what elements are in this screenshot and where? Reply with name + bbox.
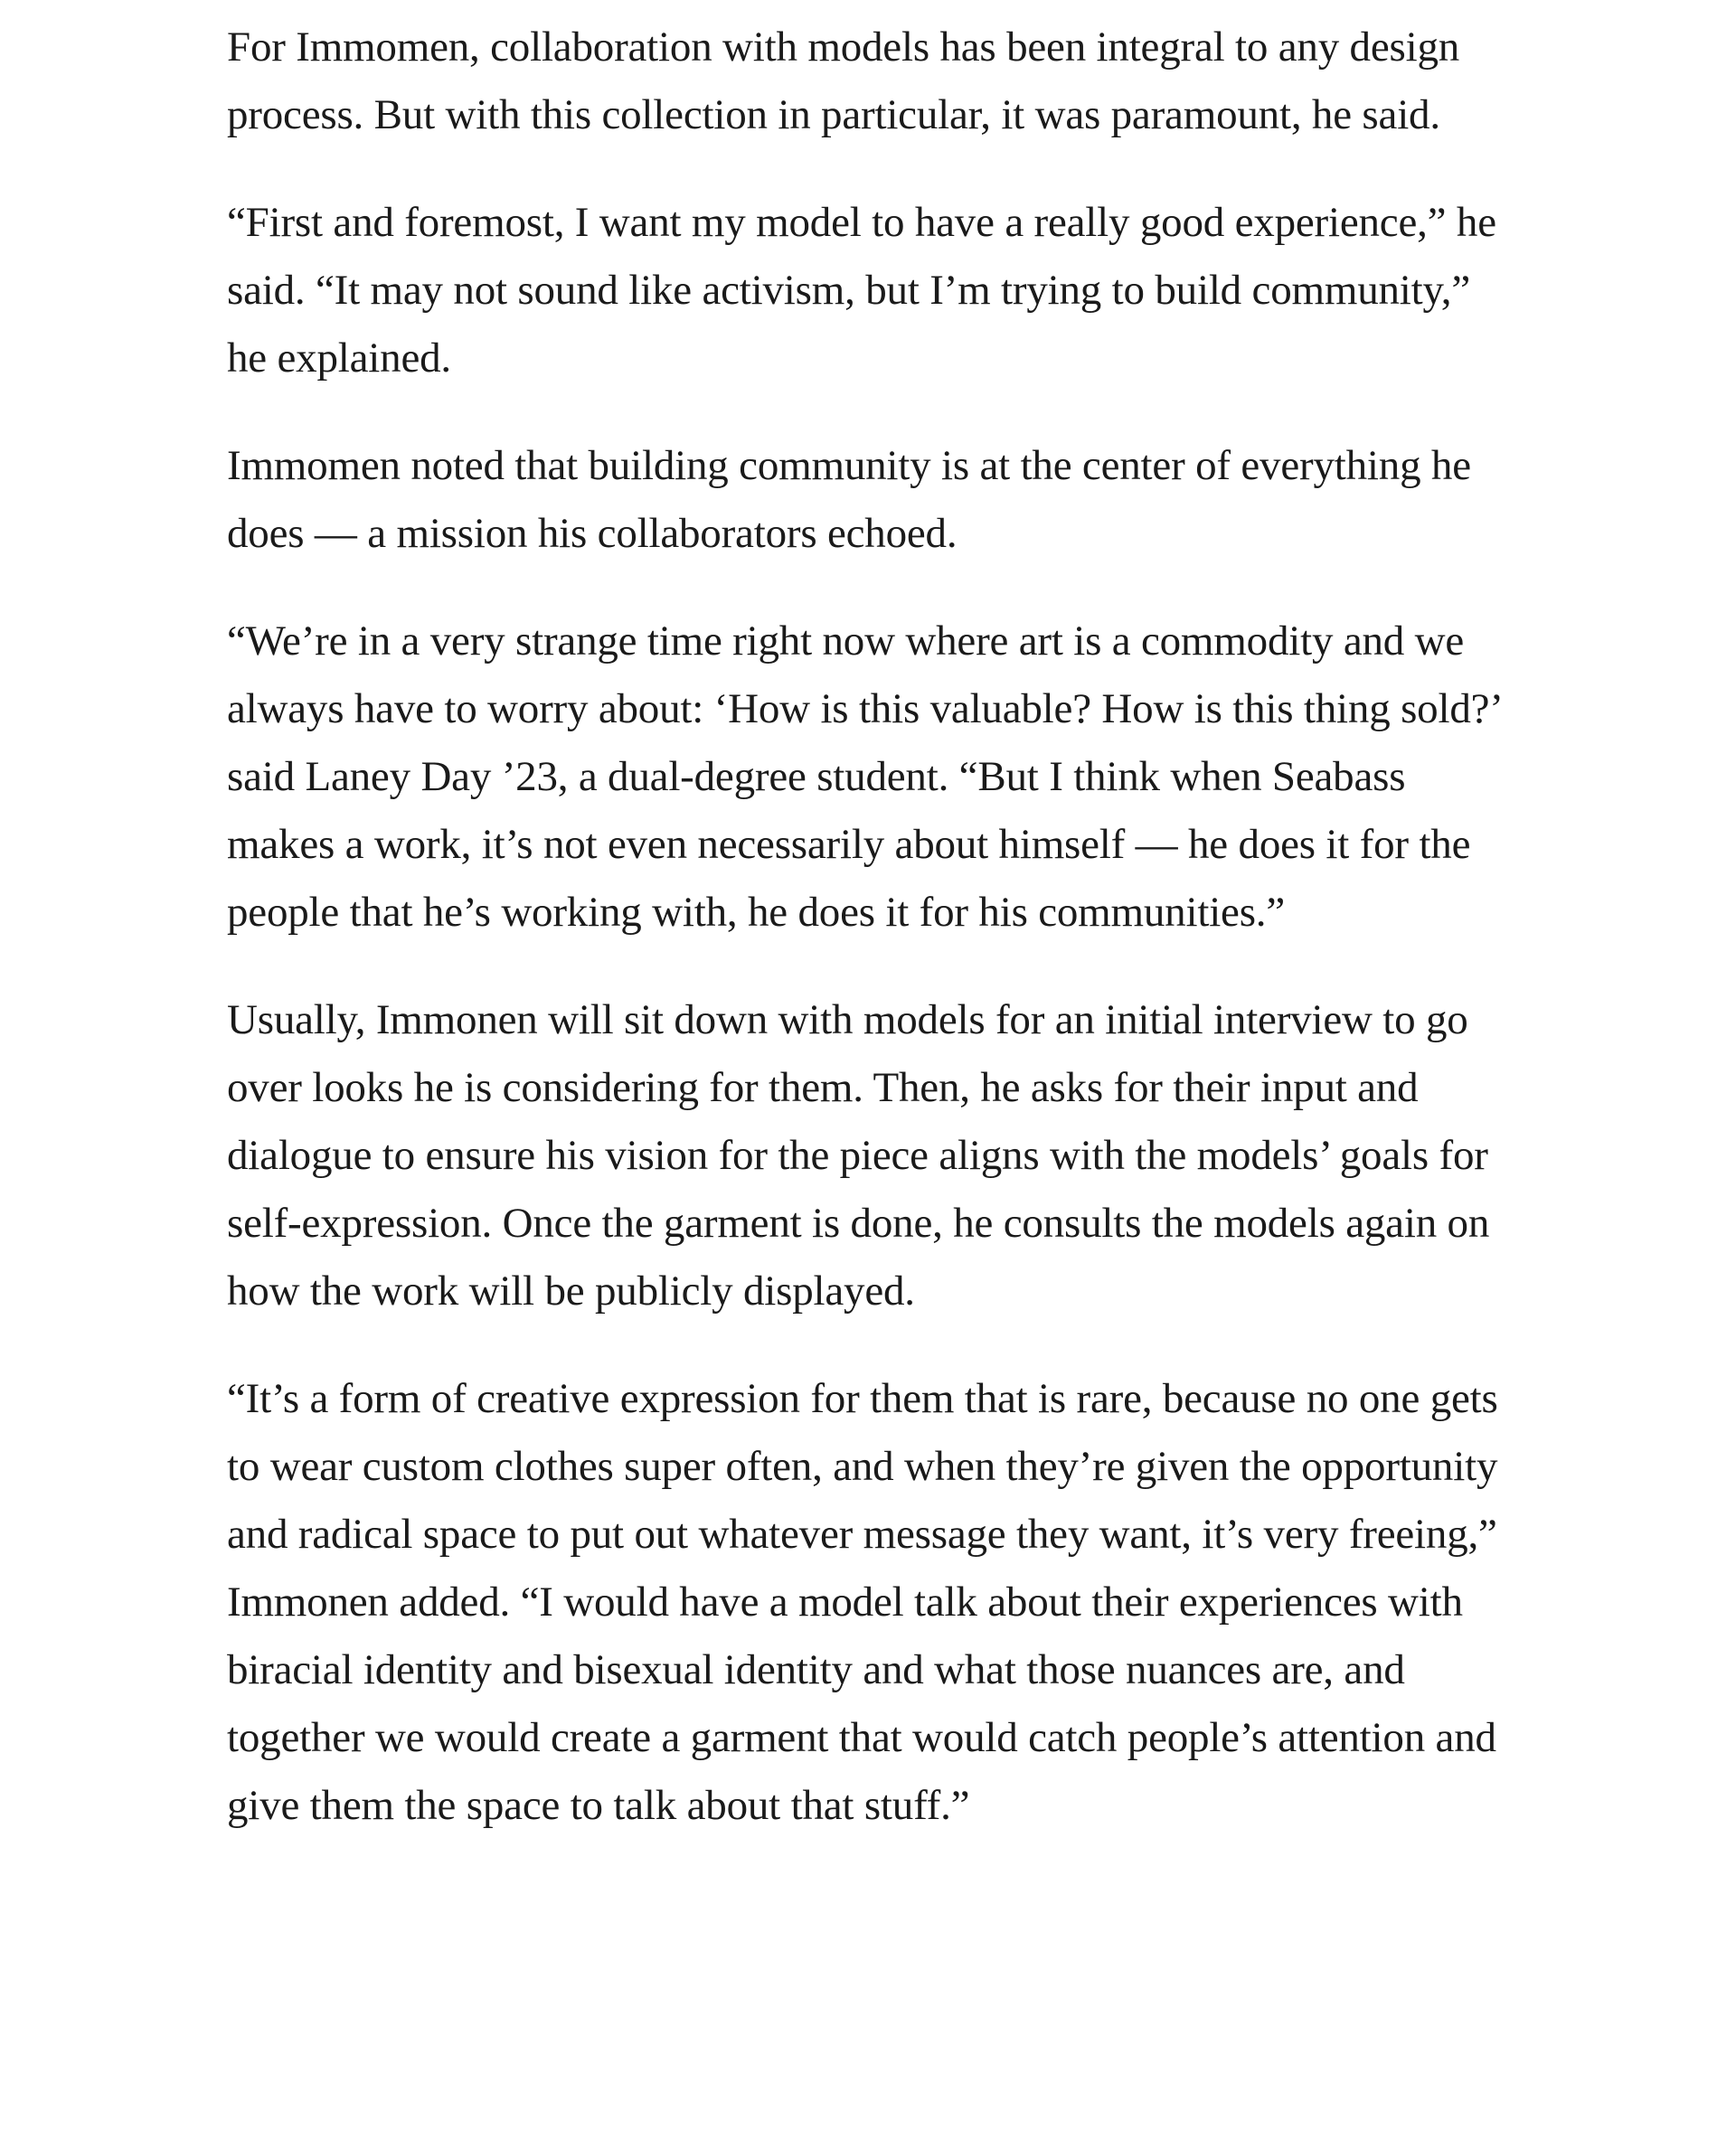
- article-body: [227, 14, 1511, 1880]
- article-paragraph: Usually, Immonen will sit down with models for an initial interview to go over looks he is considering for them. Then, he asks for their input and dialogue to ensure his vision for the piece aligns with the models’ goals for self-expression. Once the garment is done, he consults the models again on how the work will be publicly displayed.: [227, 996, 1490, 1315]
- article-paragraph: “We’re in a very strange time right now where art is a commodity and we always have to worry about: ‘How is this valuable? How is this thing sold?’ said Laney Day ’23, a dual-degree student. “But I think when Seabass makes a work, it’s not even necessarily about himself — he does it for the people that he’s working with, he does it for his communities.”: [227, 617, 1501, 936]
- article-paragraph: “It’s a form of creative expression for them that is rare, because no one gets to wear custom clothes super often, and when they’re given the opportunity and radical space to put out whatever message they want, it’s very freeing,” Immonen added. “I would have a model talk about their experiences with biracial identity and bisexual identity and what those nuances are, and together we would create a garment that would catch people’s attention and give them the space to talk about that stuff.”: [227, 1375, 1498, 1829]
- article-paragraph: For Immomen, collaboration with models has been integral to any design process. But with this collection in particular, it was paramount, he said.: [227, 24, 1460, 138]
- article-paragraph: “First and foremost, I want my model to have a really good experience,” he said. “It may not sound like activism, but I’m trying to build community,” he explained.: [227, 199, 1496, 382]
- article-paragraph: Immomen noted that building community is at the center of everything he does — a mission his collaborators echoed.: [227, 442, 1471, 557]
